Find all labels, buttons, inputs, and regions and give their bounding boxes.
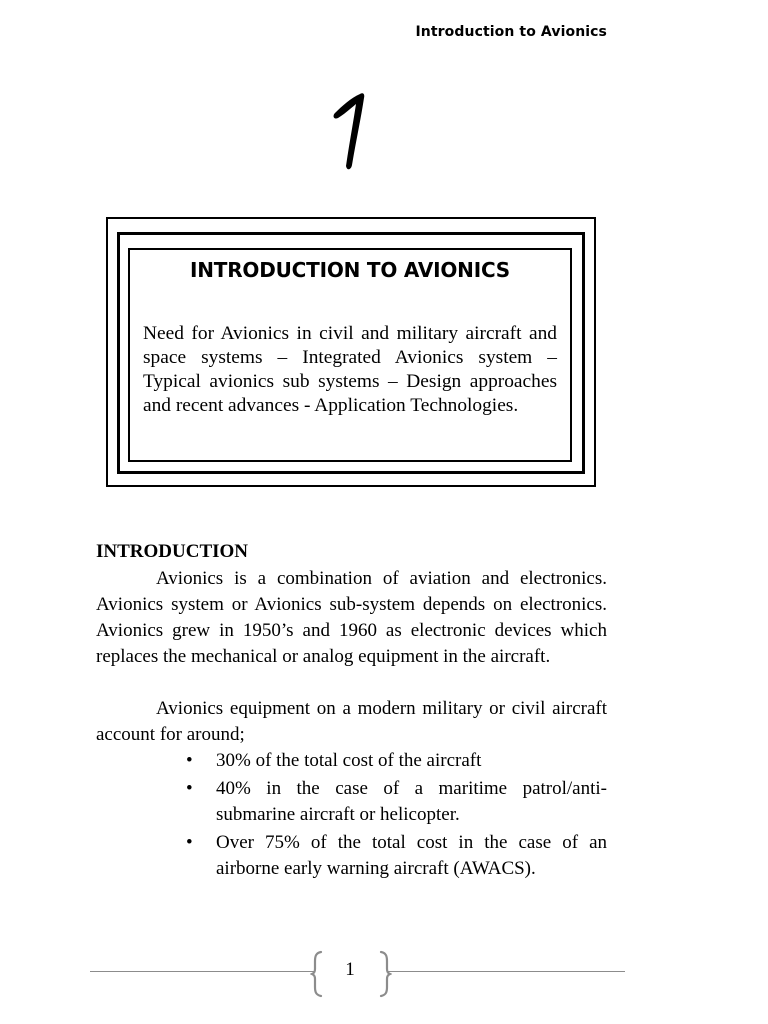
cost-bullet-list — [96, 748, 607, 884]
chapter-syllabus: Need for Avionics in civil and military aircraft and space systems – Integrated Avionics system – Typical avionics sub systems – Design approaches and recent advances - Application Technologies. — [143, 323, 557, 416]
list-item — [186, 830, 607, 882]
left-brace-icon — [310, 950, 324, 998]
footer-rule-right — [388, 971, 625, 972]
list-item-text: 30% of the total cost of the aircraft — [216, 750, 482, 771]
page-number: 1 — [345, 959, 355, 980]
bullet-icon: • — [186, 832, 193, 853]
section-heading: INTRODUCTION — [96, 541, 249, 562]
bullet-icon: • — [186, 778, 193, 799]
list-item-text: 40% in the case of a maritime patrol/anti-submarine aircraft or helicopter. — [216, 778, 607, 825]
chapter-title: INTRODUCTION TO AVIONICS — [189, 258, 510, 282]
chapter-number-glyph — [318, 86, 382, 176]
intro-paragraph-2: Avionics equipment on a modern military or civil aircraft account for around; — [96, 698, 607, 745]
list-item — [186, 776, 607, 828]
running-header: Introduction to Avionics — [415, 24, 607, 40]
right-brace-icon — [378, 950, 392, 998]
bullet-icon: • — [186, 750, 193, 771]
intro-paragraph-1: Avionics is a combination of aviation and electronics. Avionics system or Avionics sub-system depends on electronics. Avionics grew in 1950’s and 1960 as electronic devices which replaces the mechanical or analog equipment in the aircraft. — [96, 568, 607, 667]
list-item-text: Over 75% of the total cost in the case of an airborne early warning aircraft (AWACS). — [216, 832, 607, 879]
list-item — [186, 748, 607, 774]
footer-rule-left — [90, 971, 314, 972]
